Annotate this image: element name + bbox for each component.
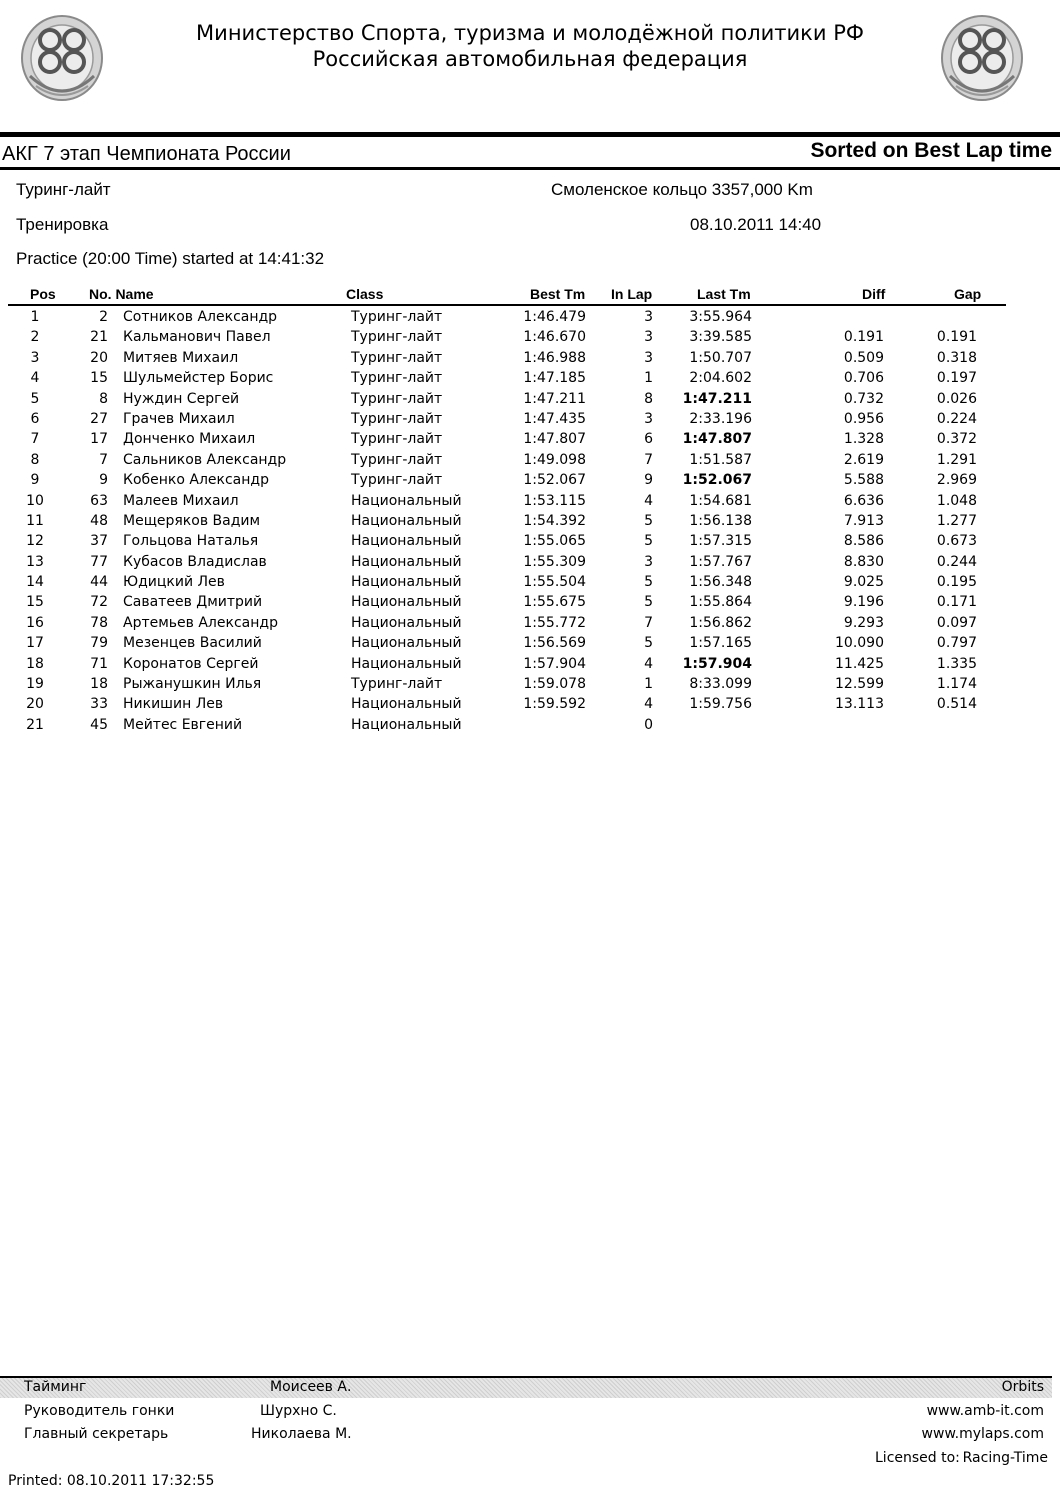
cell-last-time: 1:57.315 xyxy=(689,533,752,550)
table-row xyxy=(0,409,1060,429)
cell-gap: 1.277 xyxy=(936,512,977,529)
header-rule xyxy=(0,132,1060,137)
cell-pos: 15 xyxy=(26,594,44,611)
cell-in-lap: 7 xyxy=(644,451,653,468)
cell-diff: 0.706 xyxy=(843,370,884,387)
printed-timestamp: Printed: 08.10.2011 17:32:55 xyxy=(8,1473,215,1489)
cell-class: Туринг-лайт xyxy=(351,329,443,346)
cell-best-time: 1:46.988 xyxy=(523,349,586,366)
cell-pos: 13 xyxy=(26,553,44,570)
results-table-body xyxy=(0,307,1060,735)
cell-last-time: 3:39.585 xyxy=(689,329,752,346)
cell-in-lap: 3 xyxy=(644,410,653,427)
cell-driver-name: Никишин Лев xyxy=(123,696,224,713)
cell-number: 15 xyxy=(90,370,108,387)
cell-best-time: 1:57.904 xyxy=(523,655,586,672)
cell-diff: 9.293 xyxy=(843,614,884,631)
cell-diff: 0.732 xyxy=(843,390,884,407)
cell-driver-name: Малеев Михаил xyxy=(123,492,239,509)
cell-best-time: 1:55.504 xyxy=(523,574,586,591)
cell-best-time: 1:46.479 xyxy=(523,309,586,325)
cell-driver-name: Митяев Михаил xyxy=(123,349,239,366)
cell-last-time: 1:47.807 xyxy=(682,431,752,448)
cell-number: 37 xyxy=(90,533,108,550)
cell-diff: 0.956 xyxy=(843,410,884,427)
cell-best-time: 1:55.772 xyxy=(523,614,586,631)
cell-pos: 1 xyxy=(30,309,40,325)
cell-number: 8 xyxy=(99,390,108,407)
table-row xyxy=(0,531,1060,551)
cell-number: 2 xyxy=(99,309,108,325)
column-header-class: Class xyxy=(346,286,384,302)
cell-best-time: 1:59.078 xyxy=(523,676,586,693)
table-row xyxy=(0,674,1060,694)
cell-in-lap: 4 xyxy=(644,696,653,713)
cell-driver-name: Мезенцев Василий xyxy=(123,635,262,652)
cell-number: 72 xyxy=(90,594,108,611)
cell-pos: 2 xyxy=(30,329,40,346)
cell-best-time: 1:55.675 xyxy=(523,594,586,611)
cell-driver-name: Юдицкий Лев xyxy=(123,574,225,591)
footer-vendor: Orbits xyxy=(1001,1379,1044,1395)
footer-timing-role: Тайминг xyxy=(24,1379,87,1395)
cell-number: 78 xyxy=(90,614,108,631)
cell-class: Туринг-лайт xyxy=(351,431,443,448)
table-row xyxy=(0,307,1060,327)
cell-driver-name: Кальманович Павел xyxy=(123,329,271,346)
cell-class: Туринг-лайт xyxy=(351,309,443,325)
cell-in-lap: 5 xyxy=(644,574,653,591)
cell-pos: 11 xyxy=(26,512,44,529)
table-row xyxy=(0,511,1060,531)
cell-in-lap: 5 xyxy=(644,594,653,611)
cell-last-time: 1:47.211 xyxy=(682,390,752,407)
cell-pos: 14 xyxy=(26,574,44,591)
cell-number: 79 xyxy=(90,635,108,652)
cell-pos: 3 xyxy=(30,349,40,366)
table-row xyxy=(0,572,1060,592)
cell-class: Национальный xyxy=(351,696,462,713)
cell-class: Национальный xyxy=(351,594,462,611)
cell-diff: 0.191 xyxy=(843,329,884,346)
footer-url-mylaps[interactable]: www.mylaps.com xyxy=(921,1426,1044,1442)
cell-in-lap: 7 xyxy=(644,614,653,631)
footer-secretary-name: Николаева М. xyxy=(251,1426,352,1442)
cell-number: 63 xyxy=(90,492,108,509)
cell-class: Туринг-лайт xyxy=(351,349,443,366)
cell-class: Туринг-лайт xyxy=(351,390,443,407)
cell-last-time: 1:54.681 xyxy=(689,492,752,509)
cell-last-time: 1:52.067 xyxy=(682,472,752,489)
cell-gap: 0.673 xyxy=(936,533,977,550)
cell-number: 33 xyxy=(90,696,108,713)
cell-class: Туринг-лайт xyxy=(351,676,443,693)
footer-director-role: Руководитель гонки xyxy=(24,1403,175,1419)
cell-pos: 20 xyxy=(26,696,44,713)
cell-last-time: 1:59.756 xyxy=(689,696,752,713)
cell-pos: 10 xyxy=(26,492,44,509)
cell-diff: 8.586 xyxy=(843,533,884,550)
cell-gap: 0.171 xyxy=(936,594,977,611)
cell-gap: 0.372 xyxy=(936,431,977,448)
cell-driver-name: Нуждин Сергей xyxy=(123,390,240,407)
session-datetime: 08.10.2011 14:40 xyxy=(690,215,822,234)
cell-best-time: 1:47.211 xyxy=(523,390,586,407)
cell-in-lap: 1 xyxy=(644,370,653,387)
table-row xyxy=(0,552,1060,572)
cell-last-time: 1:56.138 xyxy=(689,512,752,529)
cell-class: Национальный xyxy=(351,512,462,529)
cell-last-time: 3:55.964 xyxy=(689,309,752,325)
cell-pos: 12 xyxy=(26,533,44,550)
cell-in-lap: 3 xyxy=(644,349,653,366)
footer-license-value: Racing-Time xyxy=(962,1450,1048,1466)
cell-pos: 6 xyxy=(30,410,40,427)
cell-diff: 12.599 xyxy=(835,676,884,693)
cell-diff: 5.588 xyxy=(843,472,884,489)
cell-in-lap: 8 xyxy=(644,390,653,407)
cell-in-lap: 5 xyxy=(644,533,653,550)
track-label: Смоленское кольцо 3357,000 Km xyxy=(551,180,813,199)
cell-in-lap: 3 xyxy=(644,553,653,570)
organization-line-2: Российская автомобильная федерация xyxy=(312,47,748,71)
cell-number: 21 xyxy=(90,329,108,346)
cell-diff: 9.025 xyxy=(843,574,884,591)
cell-driver-name: Грачев Михаил xyxy=(123,410,235,427)
cell-in-lap: 5 xyxy=(644,512,653,529)
cell-number: 45 xyxy=(90,716,108,733)
cell-in-lap: 6 xyxy=(644,431,653,448)
cell-class: Национальный xyxy=(351,635,462,652)
cell-gap: 0.026 xyxy=(936,390,977,407)
cell-diff: 7.913 xyxy=(843,512,884,529)
cell-diff: 1.328 xyxy=(843,431,884,448)
cell-class: Туринг-лайт xyxy=(351,451,443,468)
cell-driver-name: Гольцова Наталья xyxy=(123,533,259,550)
cell-pos: 18 xyxy=(26,655,44,672)
cell-diff: 8.830 xyxy=(843,553,884,570)
cell-gap: 0.244 xyxy=(936,553,977,570)
cell-number: 77 xyxy=(90,553,108,570)
column-header-in-lap: In Lap xyxy=(611,286,653,302)
cell-best-time: 1:49.098 xyxy=(523,451,586,468)
cell-class: Национальный xyxy=(351,655,462,672)
cell-class: Туринг-лайт xyxy=(351,370,443,387)
cell-pos: 5 xyxy=(30,390,40,407)
cell-number: 71 xyxy=(90,655,108,672)
cell-last-time: 1:57.165 xyxy=(689,635,752,652)
cell-driver-name: Сальников Александр xyxy=(123,451,287,468)
cell-pos: 8 xyxy=(30,451,40,468)
table-row xyxy=(0,389,1060,409)
cell-best-time: 1:47.185 xyxy=(523,370,586,387)
table-row xyxy=(0,694,1060,714)
table-row xyxy=(0,654,1060,674)
footer-director-name: Шурхно С. xyxy=(260,1403,337,1419)
column-header-pos: Pos xyxy=(30,286,56,302)
cell-gap: 0.097 xyxy=(936,614,977,631)
cell-best-time: 1:53.115 xyxy=(523,492,586,509)
cell-in-lap: 0 xyxy=(644,716,653,733)
cell-pos: 16 xyxy=(26,614,44,631)
column-header-diff: Diff xyxy=(862,286,886,302)
cell-best-time: 1:55.309 xyxy=(523,553,586,570)
cell-last-time: 1:56.862 xyxy=(689,614,752,631)
cell-last-time: 1:57.767 xyxy=(689,553,752,570)
practice-info: Practice (20:00 Time) started at 14:41:32 xyxy=(16,249,325,268)
cell-gap: 0.318 xyxy=(936,349,977,366)
cell-gap: 2.969 xyxy=(936,472,977,489)
table-row xyxy=(0,592,1060,612)
cell-class: Национальный xyxy=(351,614,462,631)
table-row xyxy=(0,470,1060,490)
cell-driver-name: Шульмейстер Борис xyxy=(123,370,274,387)
header-rule-bottom xyxy=(0,167,1060,170)
cell-diff: 10.090 xyxy=(835,635,884,652)
cell-driver-name: Коронатов Сергей xyxy=(123,655,259,672)
footer-timing-name: Моисеев А. xyxy=(270,1379,352,1395)
footer-url-amb[interactable]: www.amb-it.com xyxy=(926,1403,1044,1419)
cell-gap: 1.335 xyxy=(936,655,977,672)
cell-in-lap: 3 xyxy=(644,329,653,346)
cell-in-lap: 5 xyxy=(644,635,653,652)
cell-best-time: 1:47.807 xyxy=(523,431,586,448)
cell-best-time: 1:46.670 xyxy=(523,329,586,346)
cell-gap: 0.191 xyxy=(936,329,977,346)
cell-pos: 7 xyxy=(30,431,40,448)
cell-class: Туринг-лайт xyxy=(351,472,443,489)
table-row xyxy=(0,491,1060,511)
cell-last-time: 8:33.099 xyxy=(689,676,752,693)
cell-class: Национальный xyxy=(351,533,462,550)
cell-driver-name: Мещеряков Вадим xyxy=(123,512,261,529)
cell-in-lap: 3 xyxy=(644,309,653,325)
cell-gap: 1.048 xyxy=(936,492,977,509)
cell-last-time: 1:51.587 xyxy=(689,451,752,468)
cell-gap: 1.291 xyxy=(936,451,977,468)
cell-in-lap: 9 xyxy=(644,472,653,489)
cell-driver-name: Саватеев Дмитрий xyxy=(123,594,263,611)
cell-class: Национальный xyxy=(351,553,462,570)
cell-gap: 0.797 xyxy=(936,635,977,652)
column-header-last-time: Last Tm xyxy=(697,286,751,302)
organization-line-1: Министерство Спорта, туризма и молодёжной политики РФ xyxy=(196,21,864,45)
cell-number: 17 xyxy=(90,431,108,448)
column-header-no-name: No. Name xyxy=(89,286,154,302)
results-table-header xyxy=(8,286,1006,306)
cell-number: 9 xyxy=(99,472,108,489)
cell-best-time: 1:59.592 xyxy=(523,696,586,713)
table-row xyxy=(0,348,1060,368)
cell-last-time: 2:04.602 xyxy=(689,370,752,387)
cell-last-time: 1:57.904 xyxy=(682,655,752,672)
table-row xyxy=(0,429,1060,449)
cell-best-time: 1:56.569 xyxy=(523,635,586,652)
table-row xyxy=(0,633,1060,653)
footer-band xyxy=(0,1376,1052,1398)
cell-class: Национальный xyxy=(351,574,462,591)
cell-gap: 0.197 xyxy=(936,370,977,387)
cell-gap: 0.224 xyxy=(936,410,977,427)
cell-number: 18 xyxy=(90,676,108,693)
column-header-best-time: Best Tm xyxy=(530,286,586,302)
cell-last-time: 1:50.707 xyxy=(689,349,752,366)
footer-secretary-role: Главный секретарь xyxy=(24,1426,169,1442)
cell-in-lap: 1 xyxy=(644,676,653,693)
table-row xyxy=(0,450,1060,470)
cell-driver-name: Рыжанушкин Илья xyxy=(123,676,262,693)
cell-driver-name: Мейтес Евгений xyxy=(123,716,243,733)
cell-diff: 11.425 xyxy=(835,655,884,672)
cell-class: Туринг-лайт xyxy=(351,410,443,427)
cell-diff: 6.636 xyxy=(843,492,884,509)
cell-diff: 9.196 xyxy=(843,594,884,611)
cell-pos: 21 xyxy=(26,716,44,733)
cell-diff: 13.113 xyxy=(835,696,884,713)
cell-in-lap: 4 xyxy=(644,655,653,672)
cell-diff: 2.619 xyxy=(843,451,884,468)
cell-gap: 1.174 xyxy=(936,676,977,693)
category-label: Туринг-лайт xyxy=(16,180,111,199)
cell-driver-name: Кубасов Владислав xyxy=(123,553,267,570)
cell-driver-name: Кобенко Александр xyxy=(123,472,269,489)
table-row xyxy=(0,613,1060,633)
table-row xyxy=(0,368,1060,388)
cell-last-time: 2:33.196 xyxy=(689,410,752,427)
cell-driver-name: Артемьев Александр xyxy=(123,614,278,631)
cell-number: 27 xyxy=(90,410,108,427)
cell-class: Национальный xyxy=(351,492,462,509)
event-title: АКГ 7 этап Чемпионата России xyxy=(2,143,291,165)
column-header-gap: Gap xyxy=(954,286,982,302)
cell-last-time: 1:55.864 xyxy=(689,594,752,611)
table-row xyxy=(0,715,1060,735)
cell-pos: 4 xyxy=(30,370,40,387)
cell-number: 48 xyxy=(90,512,108,529)
cell-best-time: 1:55.065 xyxy=(523,533,586,550)
session-label: Тренировка xyxy=(16,215,109,234)
cell-pos: 17 xyxy=(26,635,44,652)
cell-best-time: 1:54.392 xyxy=(523,512,586,529)
cell-number: 20 xyxy=(90,349,108,366)
cell-best-time: 1:47.435 xyxy=(523,410,586,427)
footer-license-label: Licensed to: xyxy=(875,1450,960,1466)
cell-in-lap: 4 xyxy=(644,492,653,509)
cell-best-time: 1:52.067 xyxy=(523,472,586,489)
cell-driver-name: Сотников Александр xyxy=(123,309,278,325)
cell-diff: 0.509 xyxy=(843,349,884,366)
cell-last-time: 1:56.348 xyxy=(689,574,752,591)
cell-number: 44 xyxy=(90,574,108,591)
cell-driver-name: Донченко Михаил xyxy=(123,431,256,448)
sort-label: Sorted on Best Lap time xyxy=(810,139,1052,162)
cell-pos: 9 xyxy=(30,472,40,489)
table-row xyxy=(0,327,1060,347)
cell-number: 7 xyxy=(99,451,108,468)
cell-gap: 0.514 xyxy=(936,696,977,713)
cell-class: Национальный xyxy=(351,716,462,733)
cell-pos: 19 xyxy=(26,676,44,693)
cell-gap: 0.195 xyxy=(936,574,977,591)
